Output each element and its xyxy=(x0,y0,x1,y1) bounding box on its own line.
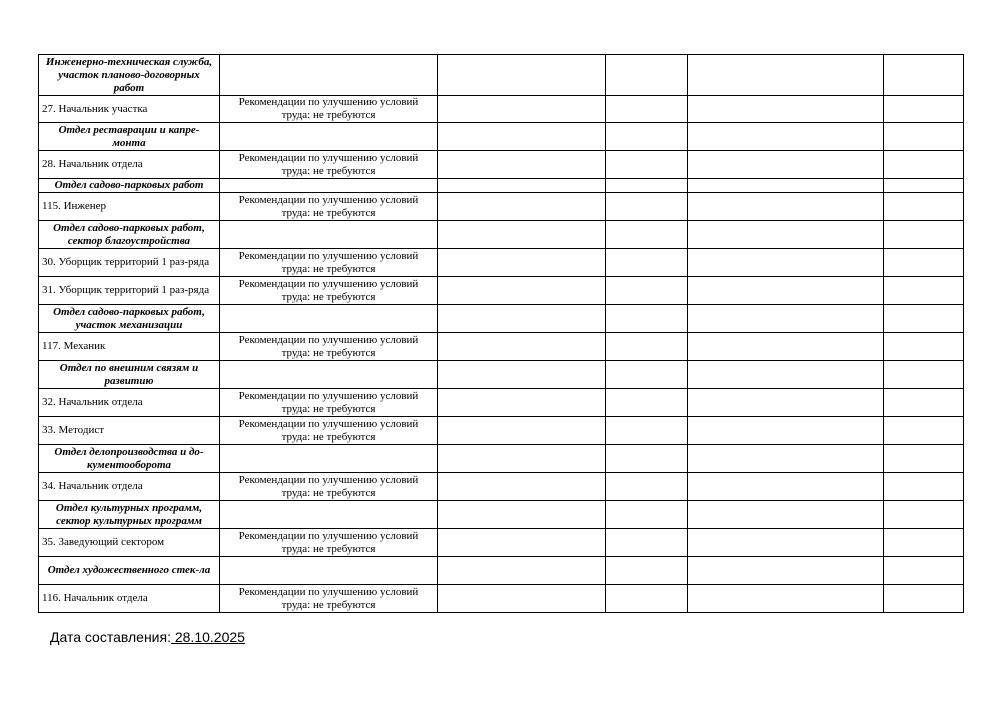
position-name: 33. Методист xyxy=(39,417,220,445)
empty-cell xyxy=(688,445,884,473)
table-row xyxy=(39,193,964,221)
empty-cell xyxy=(688,179,884,193)
recommendation-cell: Рекомендации по улучшению условий труда: не требуются xyxy=(220,96,438,123)
empty-cell xyxy=(606,473,688,501)
empty-cell xyxy=(884,277,964,305)
empty-cell xyxy=(606,557,688,585)
position-name: 27. Начальник участка xyxy=(39,96,220,123)
table-row xyxy=(39,277,964,305)
empty-cell xyxy=(438,55,606,96)
empty-cell xyxy=(438,96,606,123)
recommendation-cell xyxy=(220,305,438,333)
empty-cell xyxy=(438,249,606,277)
empty-cell xyxy=(606,193,688,221)
department-name: Отдел садово-парковых работ, участок механизации xyxy=(39,305,220,333)
section-header-row xyxy=(39,557,964,585)
empty-cell xyxy=(884,123,964,151)
empty-cell xyxy=(606,529,688,557)
table-row xyxy=(39,585,964,613)
empty-cell xyxy=(606,277,688,305)
table-row xyxy=(39,151,964,179)
position-name: 28. Начальник отдела xyxy=(39,151,220,179)
empty-cell xyxy=(688,417,884,445)
empty-cell xyxy=(688,529,884,557)
empty-cell xyxy=(884,333,964,361)
empty-cell xyxy=(438,417,606,445)
section-header-row xyxy=(39,501,964,529)
empty-cell xyxy=(688,333,884,361)
position-name: 31. Уборщик территорий 1 раз-ряда xyxy=(39,277,220,305)
empty-cell xyxy=(606,221,688,249)
compilation-date xyxy=(50,629,245,645)
empty-cell xyxy=(688,501,884,529)
section-header-row xyxy=(39,123,964,151)
position-name: 115. Инженер xyxy=(39,193,220,221)
recommendation-cell xyxy=(220,123,438,151)
recommendation-cell: Рекомендации по улучшению условий труда: не требуются xyxy=(220,333,438,361)
empty-cell xyxy=(606,123,688,151)
empty-cell xyxy=(606,361,688,389)
recommendation-cell xyxy=(220,557,438,585)
empty-cell xyxy=(884,221,964,249)
recommendation-cell: Рекомендации по улучшению условий труда: не требуются xyxy=(220,585,438,613)
table-row xyxy=(39,473,964,501)
empty-cell xyxy=(688,96,884,123)
empty-cell xyxy=(606,96,688,123)
empty-cell xyxy=(884,179,964,193)
empty-cell xyxy=(688,55,884,96)
empty-cell xyxy=(884,96,964,123)
recommendation-cell: Рекомендации по улучшению условий труда: не требуются xyxy=(220,193,438,221)
department-name: Инженерно-техническая служба, участок планово-договорных работ xyxy=(39,55,220,96)
empty-cell xyxy=(438,123,606,151)
empty-cell xyxy=(438,221,606,249)
empty-cell xyxy=(606,333,688,361)
empty-cell xyxy=(688,221,884,249)
working-conditions-table xyxy=(38,54,964,613)
department-name: Отдел садово-парковых работ, сектор благоустройства xyxy=(39,221,220,249)
recommendation-cell xyxy=(220,179,438,193)
empty-cell xyxy=(438,151,606,179)
compilation-date-label: Дата составления: xyxy=(50,629,171,645)
empty-cell xyxy=(606,417,688,445)
empty-cell xyxy=(606,389,688,417)
section-header-row xyxy=(39,221,964,249)
empty-cell xyxy=(438,305,606,333)
empty-cell xyxy=(884,445,964,473)
empty-cell xyxy=(688,305,884,333)
empty-cell xyxy=(884,55,964,96)
table-row xyxy=(39,389,964,417)
recommendation-cell: Рекомендации по улучшению условий труда: не требуются xyxy=(220,417,438,445)
position-name: 35. Заведующий сектором xyxy=(39,529,220,557)
empty-cell xyxy=(606,501,688,529)
recommendation-cell xyxy=(220,501,438,529)
section-header-row xyxy=(39,305,964,333)
position-name: 32. Начальник отдела xyxy=(39,389,220,417)
empty-cell xyxy=(438,389,606,417)
table-row xyxy=(39,417,964,445)
section-header-row xyxy=(39,445,964,473)
recommendation-cell: Рекомендации по улучшению условий труда: не требуются xyxy=(220,277,438,305)
empty-cell xyxy=(884,473,964,501)
empty-cell xyxy=(606,305,688,333)
department-name: Отдел культурных программ, сектор культурных программ xyxy=(39,501,220,529)
empty-cell xyxy=(688,123,884,151)
empty-cell xyxy=(438,473,606,501)
empty-cell xyxy=(884,585,964,613)
empty-cell xyxy=(438,333,606,361)
position-name: 34. Начальник отдела xyxy=(39,473,220,501)
empty-cell xyxy=(688,277,884,305)
compilation-date-value: 28.10.2025 xyxy=(170,629,245,645)
recommendation-cell: Рекомендации по улучшению условий труда: не требуются xyxy=(220,249,438,277)
empty-cell xyxy=(688,361,884,389)
empty-cell xyxy=(884,193,964,221)
empty-cell xyxy=(688,249,884,277)
recommendation-cell: Рекомендации по улучшению условий труда: не требуются xyxy=(220,389,438,417)
empty-cell xyxy=(438,529,606,557)
recommendation-cell xyxy=(220,361,438,389)
table-row xyxy=(39,96,964,123)
empty-cell xyxy=(688,473,884,501)
empty-cell xyxy=(884,361,964,389)
empty-cell xyxy=(884,151,964,179)
recommendation-cell: Рекомендации по улучшению условий труда: не требуются xyxy=(220,473,438,501)
empty-cell xyxy=(884,557,964,585)
empty-cell xyxy=(438,557,606,585)
empty-cell xyxy=(606,585,688,613)
department-name: Отдел реставрации и капре-монта xyxy=(39,123,220,151)
department-name: Отдел садово-парковых работ xyxy=(39,179,220,193)
recommendation-cell: Рекомендации по улучшению условий труда: не требуются xyxy=(220,529,438,557)
empty-cell xyxy=(438,585,606,613)
empty-cell xyxy=(438,445,606,473)
empty-cell xyxy=(438,277,606,305)
empty-cell xyxy=(438,361,606,389)
empty-cell xyxy=(884,249,964,277)
empty-cell xyxy=(688,557,884,585)
department-name: Отдел по внешним связям и развитию xyxy=(39,361,220,389)
empty-cell xyxy=(606,445,688,473)
table-row xyxy=(39,249,964,277)
empty-cell xyxy=(884,501,964,529)
empty-cell xyxy=(884,529,964,557)
recommendation-cell: Рекомендации по улучшению условий труда: не требуются xyxy=(220,151,438,179)
section-header-row xyxy=(39,179,964,193)
empty-cell xyxy=(606,151,688,179)
recommendation-cell xyxy=(220,445,438,473)
recommendation-cell xyxy=(220,55,438,96)
position-name: 116. Начальник отдела xyxy=(39,585,220,613)
empty-cell xyxy=(606,249,688,277)
position-name: 117. Механик xyxy=(39,333,220,361)
empty-cell xyxy=(884,417,964,445)
empty-cell xyxy=(438,179,606,193)
empty-cell xyxy=(884,305,964,333)
table-row xyxy=(39,529,964,557)
recommendation-cell xyxy=(220,221,438,249)
empty-cell xyxy=(606,55,688,96)
empty-cell xyxy=(884,389,964,417)
empty-cell xyxy=(438,193,606,221)
empty-cell xyxy=(688,151,884,179)
empty-cell xyxy=(688,585,884,613)
section-header-row xyxy=(39,55,964,96)
empty-cell xyxy=(688,389,884,417)
department-name: Отдел художественного стек-ла xyxy=(39,557,220,585)
table-body xyxy=(39,55,964,613)
empty-cell xyxy=(606,179,688,193)
empty-cell xyxy=(688,193,884,221)
department-name: Отдел делопроизводства и до-кументооборота xyxy=(39,445,220,473)
empty-cell xyxy=(438,501,606,529)
table-row xyxy=(39,333,964,361)
position-name: 30. Уборщик территорий 1 раз-ряда xyxy=(39,249,220,277)
section-header-row xyxy=(39,361,964,389)
